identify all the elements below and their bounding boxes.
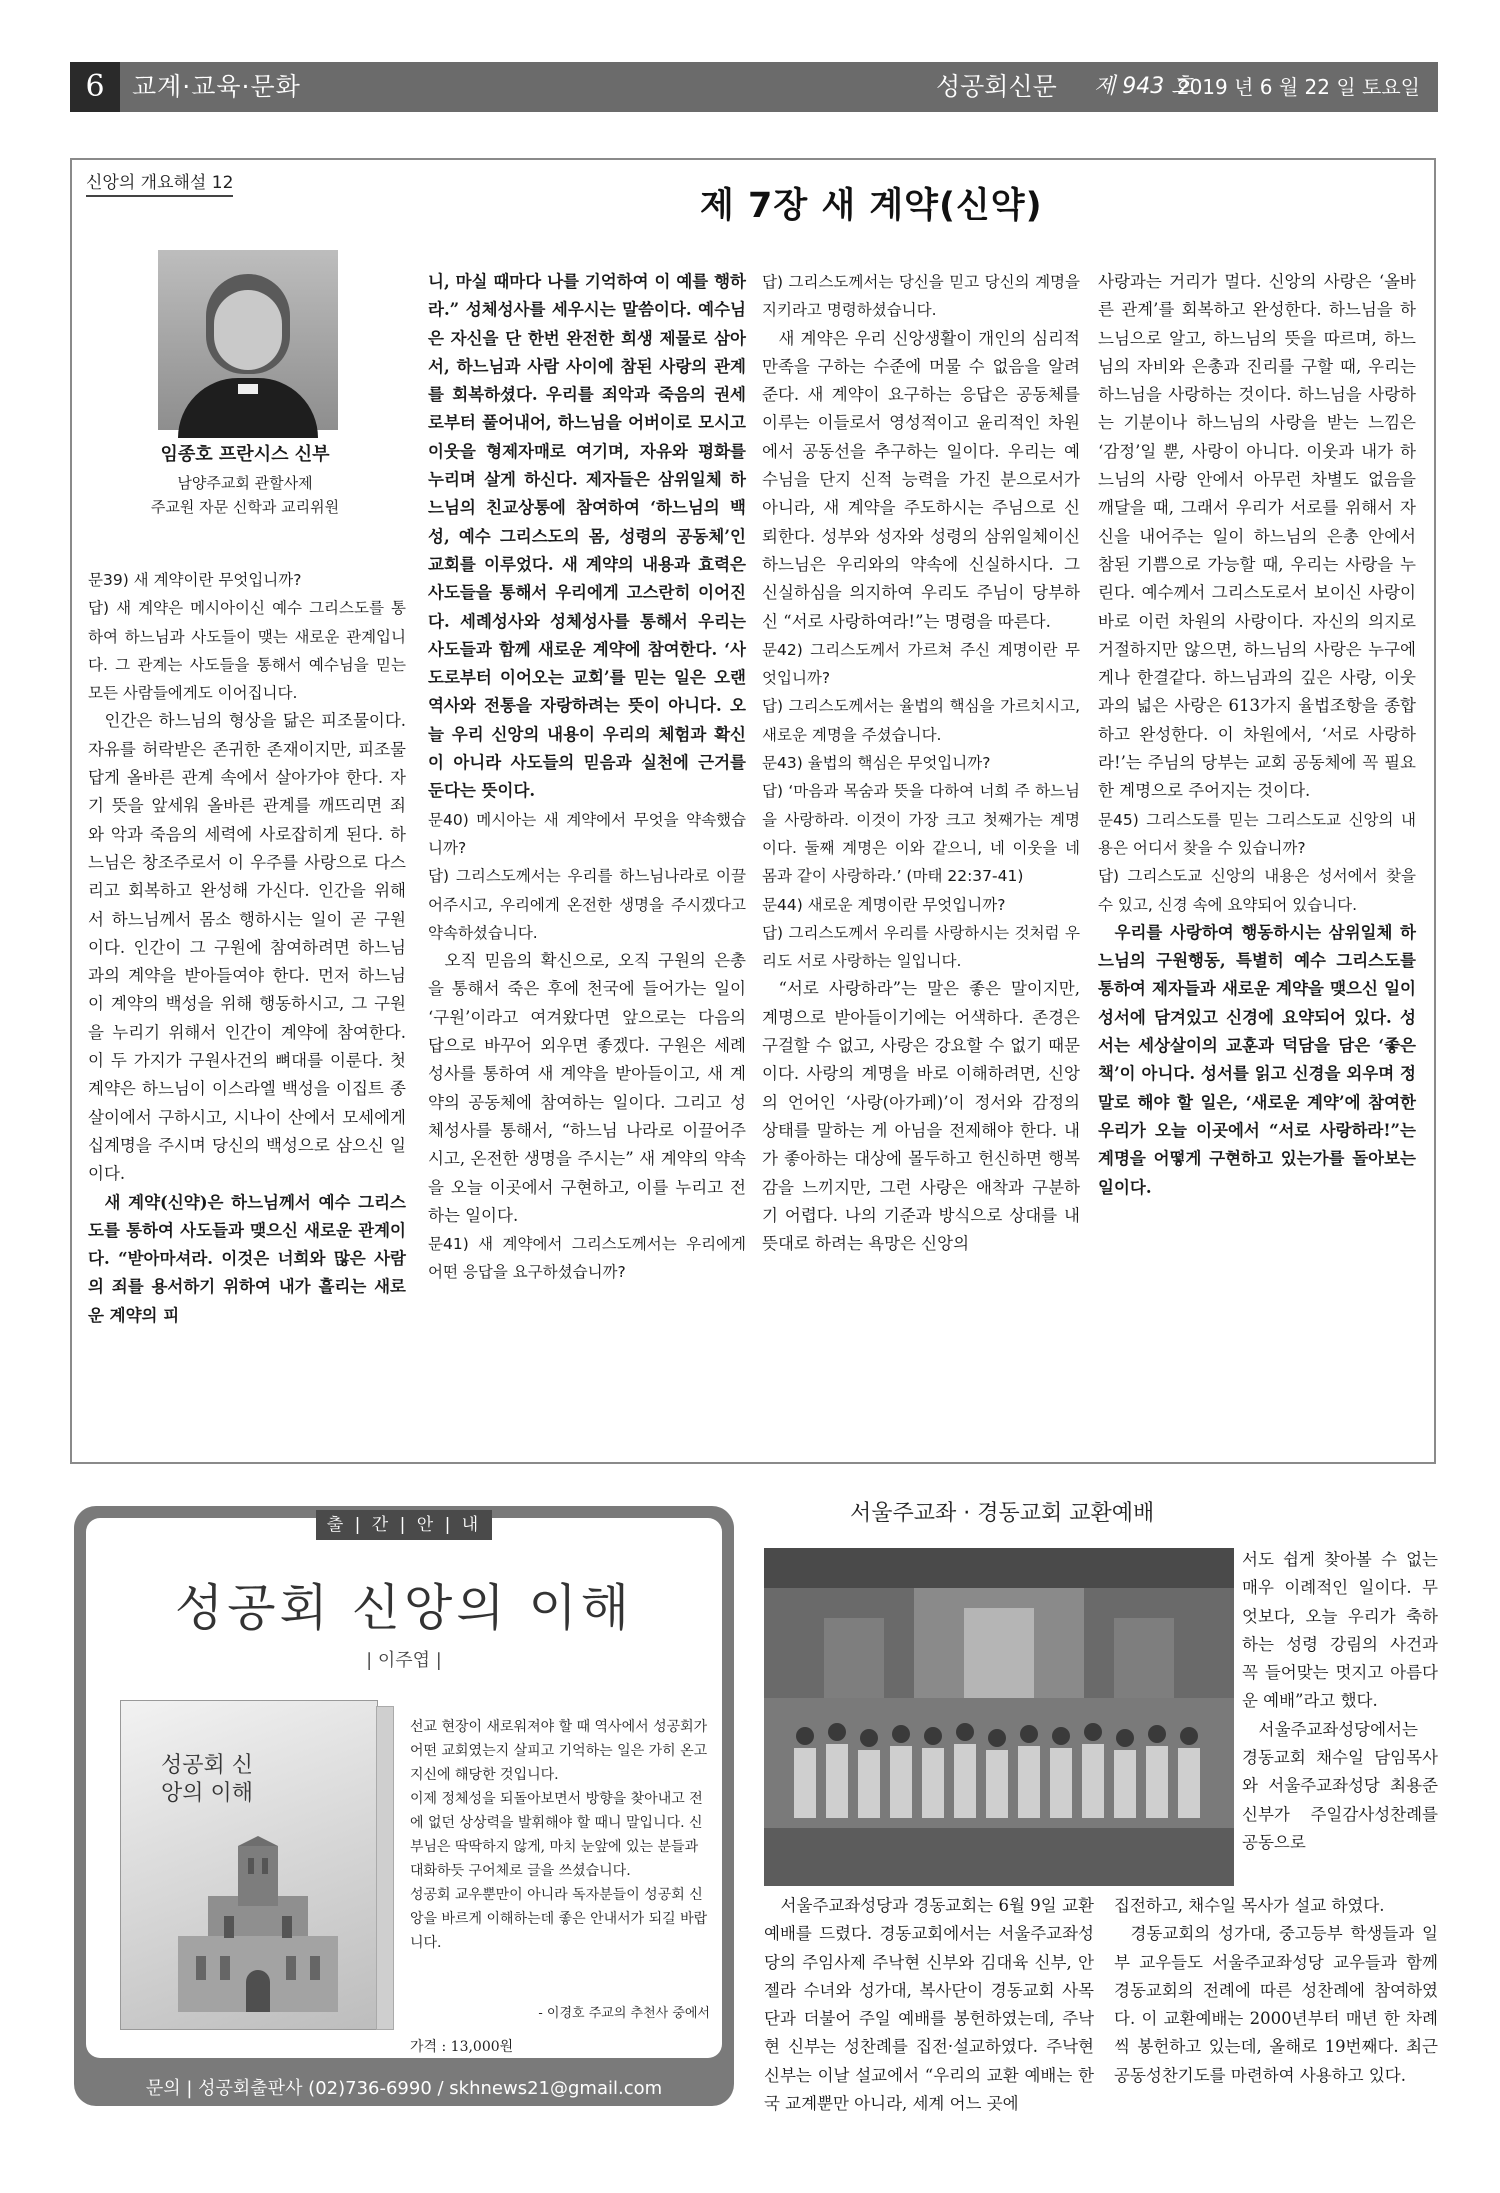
news-title: 서울주교좌 · 경동교회 교환예배 (850, 1501, 1155, 1526)
church-building-icon (168, 1836, 348, 2012)
paragraph: 문44) 새로운 계명이란 무엇입니까? (762, 895, 1006, 914)
page-number: 6 (70, 62, 120, 112)
paragraph: 문42) 그리스도께서 가르쳐 주신 계명이란 무엇입니까? (762, 640, 1080, 688)
paragraph: 새 계약(신약)은 하느님께서 예수 그리스도를 통하여 사도들과 맺으신 새로운 관계이다. “받아마셔라. 이것은 너희와 많은 사람의 죄를 용서하기 위하여 내가 흘리는 새로운 계약의 피 (88, 1192, 406, 1325)
blurb-source: - 이경호 주교의 추천사 중에서 (538, 2006, 710, 2021)
paragraph: 서울주교좌성당과 경동교회는 6월 9일 교환 예배를 드렸다. 경동교회에서는 서울주교좌성당의 주임사제 주낙현 신부와 김대육 신부, 안젤라 수녀와 성가대, 복사단이 경동교회 사목단과 더불어 주일 예배를 봉헌하였는데, 주낙현 신부는 성찬례를 집전·설교하였다. 주낙현 신부는 이날 설교에서 “우리의 교환 예배는 한국 교계뿐만 아니라, 세계 어느 곳에 (764, 1896, 1094, 2114)
author-name: 임종호 프란시스 신부 (160, 444, 330, 465)
ad-contact: 문의 | 성공회출판사 (02)736-6990 / skhnews21@gmail.com (145, 2078, 663, 2099)
article-column-3 (762, 268, 1080, 1258)
article-column-4 (1098, 268, 1416, 1202)
paragraph: 집전하고, 채수일 목사가 설교 하였다. (1114, 1896, 1385, 1915)
paragraph: “서로 사랑하라”는 말은 좋은 말이지만, 계명으로 받아들이기에는 어색하다. 존경은 구걸할 수 없고, 사랑은 강요할 수 없기 때문이다. 사랑의 계명을 바로 이해하려면, 신앙의 언어인 ‘사랑(아가페)’이 정서와 감정의 상태를 말하는 게 아님을 전제해야 한다. 내가 좋아하는 대상에 몰두하고 헌신하면 행복감을 느끼지만, 그런 사랑은 애착과 구분하기 어렵다. 나의 기준과 방식으로 상대를 내 뜻대로 하려는 욕망은 신앙의 (762, 979, 1080, 1254)
news-column-left (764, 1892, 1094, 2118)
news-column-bottom (1114, 1892, 1438, 2090)
publication-date: 2019 년 6 월 22 일 토요일 (1176, 75, 1420, 99)
paragraph: 답) 그리스도께서 우리를 사랑하시는 것처럼 우리도 서로 사랑하는 일입니다. (762, 923, 1080, 971)
blurb-paragraph: 이제 정체성을 되돌아보면서 방향을 찾아내고 전에 없던 상상력을 발휘해야 할 때니 말입니다. 신부님은 딱딱하지 않게, 마치 눈앞에 있는 분들과 대화하듯 구어체로 글을 쓰셨습니다. (410, 1791, 703, 1879)
article-column-1 (88, 566, 406, 1330)
paragraph: 문40) 메시아는 새 계약에서 무엇을 약속했습니까? (428, 810, 746, 857)
paragraph: 답) 그리스도교 신앙의 내용은 성서에서 찾을 수 있고, 신경 속에 요약되어 있습니다. (1098, 867, 1416, 914)
author-affiliation: 주교원 자문 신학과 교리위원 (150, 498, 340, 516)
ad-tag: 출 | 간 | 안 | 내 (316, 1510, 492, 1540)
paragraph: 문39) 새 계약이란 무엇입니까? (88, 571, 302, 589)
book-author: | 이주엽 | (366, 1650, 442, 1671)
paragraph: 새 계약은 우리 신앙생활이 개인의 심리적 만족을 구하는 수준에 머물 수 없음을 알려준다. 새 계약이 요구하는 응답은 공동체를 이루는 이들로서 영성적이고 윤리적인 차원에서 공동선을 추구하는 일이다. 우리는 예수님을 단지 신적 능력을 가진 분으로서가 아니라, 새 계약을 주도하시는 주님으로 신뢰한다. 성부와 성자와 성령의 삼위일체이신 하느님은 우리와의 약속에 신실하시다. 그 신실하심을 의지하여 우리도 주님이 당부하신 “서로 사랑하여라!”는 명령을 따른다. (762, 328, 1080, 631)
paragraph: 사랑과는 거리가 멀다. 신앙의 사랑은 ‘올바른 관계’를 회복하고 완성한다. 하느님을 하느님으로 알고, 하느님의 뜻을 따르며, 하느님의 자비와 은총과 진리를 구할 때, 우리는 하느님을 사랑하는 것이다. 하느님을 사랑하는 기분이나 하느님의 사랑을 받는 느낌은 ‘감정’일 뿐, 사랑이 아니다. 이웃과 내가 하느님의 사랑 안에서 아무런 차별도 없음을 깨달을 때, 그래서 우리가 서로를 위해서 자신을 내어주는 일이 하느님의 은총 안에서 참된 기쁨으로 가능할 때, 우리는 사랑을 누린다. 예수께서 그리스도로서 보이신 사랑이 바로 이런 차원의 사랑이다. 자신의 의지로 거절하지만 않으면, 하느님의 사랑은 누구에게나 한결같다. 하느님과의 깊은 사랑, 이웃과의 넓은 사랑은 613가지 율법조항을 종합하고 완성한다. 이 차원에서, ‘서로 사랑하라!’는 주님의 당부는 교회 공동체에 꼭 필요한 계명으로 주어지는 것이다. (1098, 272, 1416, 801)
paragraph: 문43) 율법의 핵심은 무엇입니까? (762, 754, 991, 773)
book-price: 가격 : 13,000원 (410, 2039, 514, 2055)
article-column-2 (428, 268, 746, 1287)
section-name: 교계·교육·문화 (132, 72, 301, 101)
paragraph: 답) 새 계약은 메시아이신 예수 그리스도를 통하여 하느님과 사도들이 맺는 새로운 관계입니다. 그 관계는 사도들을 통해서 예수님을 믿는 모든 사람들에게도 이어집니다. (88, 599, 406, 703)
paragraph: 답) 그리스도께서는 당신을 믿고 당신의 계명을 지키라고 명령하셨습니다. (762, 273, 1080, 320)
worship-photo (764, 1548, 1234, 1886)
paragraph: 답) 그리스도께서는 우리를 하느님나라로 이끌어주시고, 우리에게 온전한 생명을 주시겠다고 약속하셨습니다. (428, 867, 746, 942)
series-label: 신앙의 개요해설 12 (86, 168, 233, 197)
paragraph: 문41) 새 계약에서 그리스도께서는 우리에게 어떤 응답을 요구하셨습니까? (428, 1235, 746, 1282)
author-role: 남양주교회 관할사제 (177, 474, 313, 492)
page-header (70, 62, 1438, 112)
paragraph: 우리를 사랑하여 행동하시는 삼위일체 하느님의 구원행동, 특별히 예수 그리스도를 통하여 제자들과 새로운 계약을 맺으신 일이 성서에 담겨있고 신경에 요약되어 있다. 성서는 세상살이의 교훈과 덕담을 담은 ‘좋은 책’이 아니다. 성서를 읽고 신경을 외우며 정말로 해야 할 일은, ‘새로운 계약’에 참여한 우리가 오늘 이곳에서 “서로 사랑하라!”는 계명을 어떻게 구현하고 있는가를 돌아보는 일이다. (1098, 922, 1416, 1197)
paragraph: 문45) 그리스도를 믿는 그리스도교 신앙의 내용은 어디서 찾을 수 있습니까? (1098, 810, 1416, 857)
blurb-paragraph: 선교 현장이 새로워져야 할 때 역사에서 성공회가 어떤 교회였는지 살피고 기억하는 일은 가히 온고지신에 해당한 것입니다. (410, 1719, 708, 1783)
newspaper-name: 성공회신문 (936, 72, 1057, 101)
book-cover-title: 성공회 신앙의 이해 (160, 1753, 253, 1806)
news-column-right (1242, 1546, 1438, 1857)
book-blurb (410, 1715, 710, 1955)
book-spine (376, 1706, 394, 2030)
paragraph: 서도 쉽게 찾아볼 수 없는 매우 이례적인 일이다. 무엇보다, 오늘 우리가 축하하는 성령 강림의 사건과 꼭 들어맞는 멋지고 아름다운 예배”라고 했다. (1242, 1550, 1438, 1711)
book-title: 성공회 신앙의 이해 (174, 1579, 634, 1637)
blurb-paragraph: 성공회 교우뿐만이 아니라 독자분들이 성공회 신앙을 바르게 이해하는데 좋은 안내서가 되길 바랍니다. (410, 1887, 708, 1951)
issue-number: 제 943 호 (1094, 74, 1193, 99)
paragraph: 답) ‘마음과 목숨과 뜻을 다하여 너희 주 하느님을 사랑하라. 이것이 가장 크고 첫째가는 계명이다. 둘째 계명은 이와 같으니, 네 이웃을 네 몸과 같이 사랑하라.’ (마태 22:37-41) (762, 782, 1080, 886)
paragraph: 오직 믿음의 확신으로, 오직 구원의 은총을 통해서 죽은 후에 천국에 들어가는 일이 ‘구원’이라고 여겨왔다면 앞으로는 다음의 답으로 바꾸어 외우면 좋겠다. 구원은 세례성사를 통하여 새 계약을 받아들이고, 새 계약의 공동체에 참여하는 일이다. 그리고 성체성사를 통해서, “하느님 나라로 이끌어주시고, 온전한 생명을 주시는” 새 계약의 약속을 오늘 이곳에서 구현하고, 이를 누리고 전하는 일이다. (428, 951, 746, 1225)
paragraph: 서울주교좌성당에서는 경동교회 채수일 담임목사와 서울주교좌성당 최용준 신부가 주일감사성찬례를 공동으로 (1242, 1719, 1438, 1852)
paragraph: 니, 마실 때마다 나를 기억하여 이 예를 행하라.” 성체성사를 세우시는 말씀이다. 예수님은 자신을 단 한번 완전한 희생 제물로 삼아서, 하느님과 사람 사이에 참된 사랑의 관계를 회복하셨다. 우리를 죄악과 죽음의 권세로부터 풀어내어, 하느님을 어버이로 모시고 이웃을 형제자매로 여기며, 자유와 평화를 누리며 살게 하신다. 제자들은 삼위일체 하느님의 친교상통에 참여하여 ‘하느님의 백성, 예수 그리스도의 몸, 성령의 공동체’인 교회를 이루었다. 새 계약의 내용과 효력은 사도들을 통해서 우리에게 고스란히 이어진다. 세례성사와 성체성사를 통해서 우리는 사도들과 함께 새로운 계약에 참여한다. ‘사도로부터 이어오는 교회’를 믿는 일은 오랜 역사와 전통을 자랑하려는 뜻이 아니다. 오늘 우리 신앙의 내용이 우리의 체험과 확신이 아니라 사도들의 믿음과 실천에 근거를 둔다는 뜻이다. (428, 272, 746, 801)
paragraph: 답) 그리스도께서는 율법의 핵심을 가르치시고, 새로운 계명을 주셨습니다. (762, 697, 1080, 744)
paragraph: 인간은 하느님의 형상을 닮은 피조물이다. 자유를 허락받은 존귀한 존재이지만, 피조물답게 올바른 관계 속에서 살아가야 한다. 자기 뜻을 앞세워 올바른 관계를 깨뜨리면 죄와 악과 죽음의 세력에 사로잡히게 된다. 하느님은 창조주로서 이 우주를 사랑으로 다스리고 회복하고 완성해 가신다. 인간을 위해서 하느님께서 몸소 행하시는 일이 곧 구원이다. 인간이 그 구원에 참여하려면 하느님과의 계약을 받아들여야 한다. 먼저 하느님이 계약의 백성을 위해 행동하시고, 그 구원을 누리기 위해서 인간이 계약에 참여한다. 이 두 가지가 구원사건의 뼈대를 이룬다. 첫 계약은 하느님이 이스라엘 백성을 이집트 종살이에서 구하시고, 시나이 산에서 모세에게 십계명을 주시며 당신의 백성으로 삼으신 일이다. (88, 711, 406, 1184)
article-title: 제 7장 새 계약(신약) (700, 186, 1043, 226)
author-photo (158, 250, 338, 430)
paragraph: 경동교회의 성가대, 중고등부 학생들과 일부 교우들도 서울주교좌성당 교우들과 함께 경동교회의 전례에 따른 성찬례에 참여하였다. 이 교환예배는 2000년부터 매년 한 차례씩 봉헌하고 있는데, 올해로 19번째다. 최근 공동성찬기도를 마련하여 사용하고 있다. (1114, 1924, 1438, 2085)
